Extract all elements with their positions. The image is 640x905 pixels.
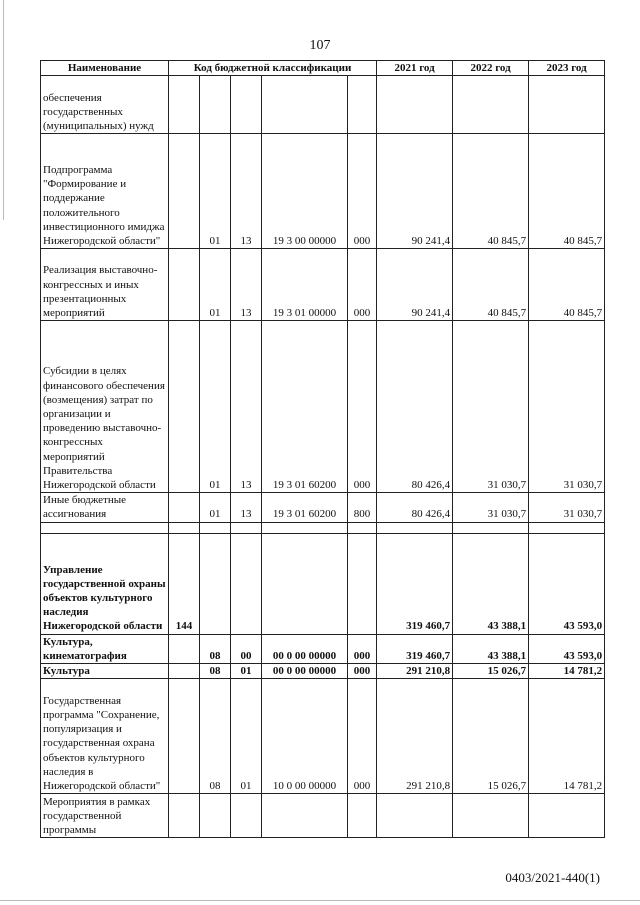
cell-ved: 144 <box>169 533 200 634</box>
table-row <box>41 249 605 321</box>
header-name: Наименование <box>41 61 169 76</box>
table-row <box>41 679 605 794</box>
cell-name: Мероприятия в рамках государственной программы <box>41 794 169 838</box>
cell-csr <box>262 794 348 838</box>
header-2021: 2021 год <box>377 61 453 76</box>
cell-csr: 19 3 01 60200 <box>262 321 348 493</box>
cell-y2023: 43 593,0 <box>529 634 605 663</box>
cell-rz: 08 <box>200 679 231 794</box>
cell-name: Иные бюджетные ассигнования <box>41 493 169 522</box>
cell-rz: 01 <box>200 134 231 249</box>
cell-name: Культура <box>41 664 169 679</box>
cell-ved <box>169 493 200 522</box>
cell-csr: 10 0 00 00000 <box>262 679 348 794</box>
table-row <box>41 321 605 493</box>
cell-vr: 000 <box>348 134 377 249</box>
cell-name: Управление государственной охраны объектов культурного наследия Нижегородской области <box>41 533 169 634</box>
table-header-row <box>41 61 605 76</box>
cell-rz: 01 <box>200 493 231 522</box>
cell-rz: 08 <box>200 634 231 663</box>
cell-y2022: 43 388,1 <box>453 634 529 663</box>
cell-ved <box>169 634 200 663</box>
document-code: 0403/2021-440(1) <box>505 870 600 885</box>
cell-ved <box>169 794 200 838</box>
budget-table <box>40 60 605 838</box>
cell-y2021: 90 241,4 <box>377 134 453 249</box>
cell-pr: 13 <box>231 134 262 249</box>
cell-csr: 19 3 00 00000 <box>262 134 348 249</box>
cell-y2022: 40 845,7 <box>453 134 529 249</box>
cell-y2022: 43 388,1 <box>453 533 529 634</box>
cell-y2021 <box>377 76 453 134</box>
cell-y2023: 31 030,7 <box>529 321 605 493</box>
page-number: 107 <box>309 38 331 53</box>
cell-vr: 800 <box>348 493 377 522</box>
cell-pr <box>231 794 262 838</box>
cell-vr <box>348 76 377 134</box>
scan-margin-line <box>3 0 4 220</box>
cell-csr <box>262 533 348 634</box>
cell-csr <box>262 76 348 134</box>
cell-y2022 <box>453 76 529 134</box>
cell-y2021: 291 210,8 <box>377 664 453 679</box>
table-row <box>41 533 605 634</box>
cell-y2023: 14 781,2 <box>529 679 605 794</box>
cell-y2022 <box>453 794 529 838</box>
cell-rz <box>200 76 231 134</box>
cell-vr: 000 <box>348 321 377 493</box>
header-2023: 2023 год <box>529 61 605 76</box>
spacer-row <box>41 522 605 533</box>
cell-y2022: 31 030,7 <box>453 493 529 522</box>
cell-csr: 19 3 01 60200 <box>262 493 348 522</box>
header-2022: 2022 год <box>453 61 529 76</box>
cell-vr: 000 <box>348 249 377 321</box>
table-row <box>41 664 605 679</box>
cell-pr: 13 <box>231 493 262 522</box>
cell-name: Культура, кинематография <box>41 634 169 663</box>
cell-y2021: 319 460,7 <box>377 634 453 663</box>
cell-y2023: 31 030,7 <box>529 493 605 522</box>
cell-name: Субсидии в целях финансового обеспечения (возмещения) затрат по организации и проведению выставочно-конгрессных мероприятий Правительства Нижегородской области <box>41 321 169 493</box>
cell-pr: 01 <box>231 664 262 679</box>
cell-name: Государственная программа "Сохранение, популяризация и государственная охрана объектов культурного наследия в Нижегородской области" <box>41 679 169 794</box>
cell-ved <box>169 664 200 679</box>
cell-vr <box>348 794 377 838</box>
cell-name: Подпрограмма "Формирование и поддержание положительного инвестиционного имиджа Нижегородской области" <box>41 134 169 249</box>
cell-y2023: 40 845,7 <box>529 134 605 249</box>
table-row <box>41 634 605 663</box>
cell-y2021: 80 426,4 <box>377 493 453 522</box>
cell-vr: 000 <box>348 634 377 663</box>
table-row <box>41 794 605 838</box>
cell-csr: 00 0 00 00000 <box>262 664 348 679</box>
cell-ved <box>169 76 200 134</box>
cell-vr: 000 <box>348 664 377 679</box>
cell-y2022: 15 026,7 <box>453 664 529 679</box>
cell-y2021: 80 426,4 <box>377 321 453 493</box>
cell-y2021 <box>377 794 453 838</box>
cell-vr: 000 <box>348 679 377 794</box>
table-row <box>41 134 605 249</box>
cell-y2023 <box>529 76 605 134</box>
cell-pr: 13 <box>231 249 262 321</box>
scan-bottom-line <box>0 900 640 901</box>
cell-ved <box>169 321 200 493</box>
cell-y2022: 40 845,7 <box>453 249 529 321</box>
cell-rz: 08 <box>200 664 231 679</box>
cell-name: Реализация выставочно-конгрессных и иных презентационных мероприятий <box>41 249 169 321</box>
cell-ved <box>169 679 200 794</box>
cell-name: обеспечения государственных (муниципальных) нужд <box>41 76 169 134</box>
cell-y2021: 291 210,8 <box>377 679 453 794</box>
cell-y2022: 15 026,7 <box>453 679 529 794</box>
cell-csr: 19 3 01 00000 <box>262 249 348 321</box>
cell-csr: 00 0 00 00000 <box>262 634 348 663</box>
cell-pr: 13 <box>231 321 262 493</box>
cell-y2023: 14 781,2 <box>529 664 605 679</box>
cell-y2023: 40 845,7 <box>529 249 605 321</box>
cell-ved <box>169 134 200 249</box>
cell-y2022: 31 030,7 <box>453 321 529 493</box>
cell-y2021: 90 241,4 <box>377 249 453 321</box>
cell-y2023 <box>529 794 605 838</box>
cell-rz: 01 <box>200 321 231 493</box>
table-row <box>41 76 605 134</box>
cell-rz <box>200 533 231 634</box>
cell-pr <box>231 76 262 134</box>
cell-ved <box>169 249 200 321</box>
cell-y2023: 43 593,0 <box>529 533 605 634</box>
cell-rz: 01 <box>200 249 231 321</box>
cell-pr <box>231 533 262 634</box>
table-row <box>41 493 605 522</box>
cell-pr: 00 <box>231 634 262 663</box>
cell-pr: 01 <box>231 679 262 794</box>
cell-y2021: 319 460,7 <box>377 533 453 634</box>
header-budget-code: Код бюджетной классификации <box>169 61 377 76</box>
cell-vr <box>348 533 377 634</box>
cell-rz <box>200 794 231 838</box>
